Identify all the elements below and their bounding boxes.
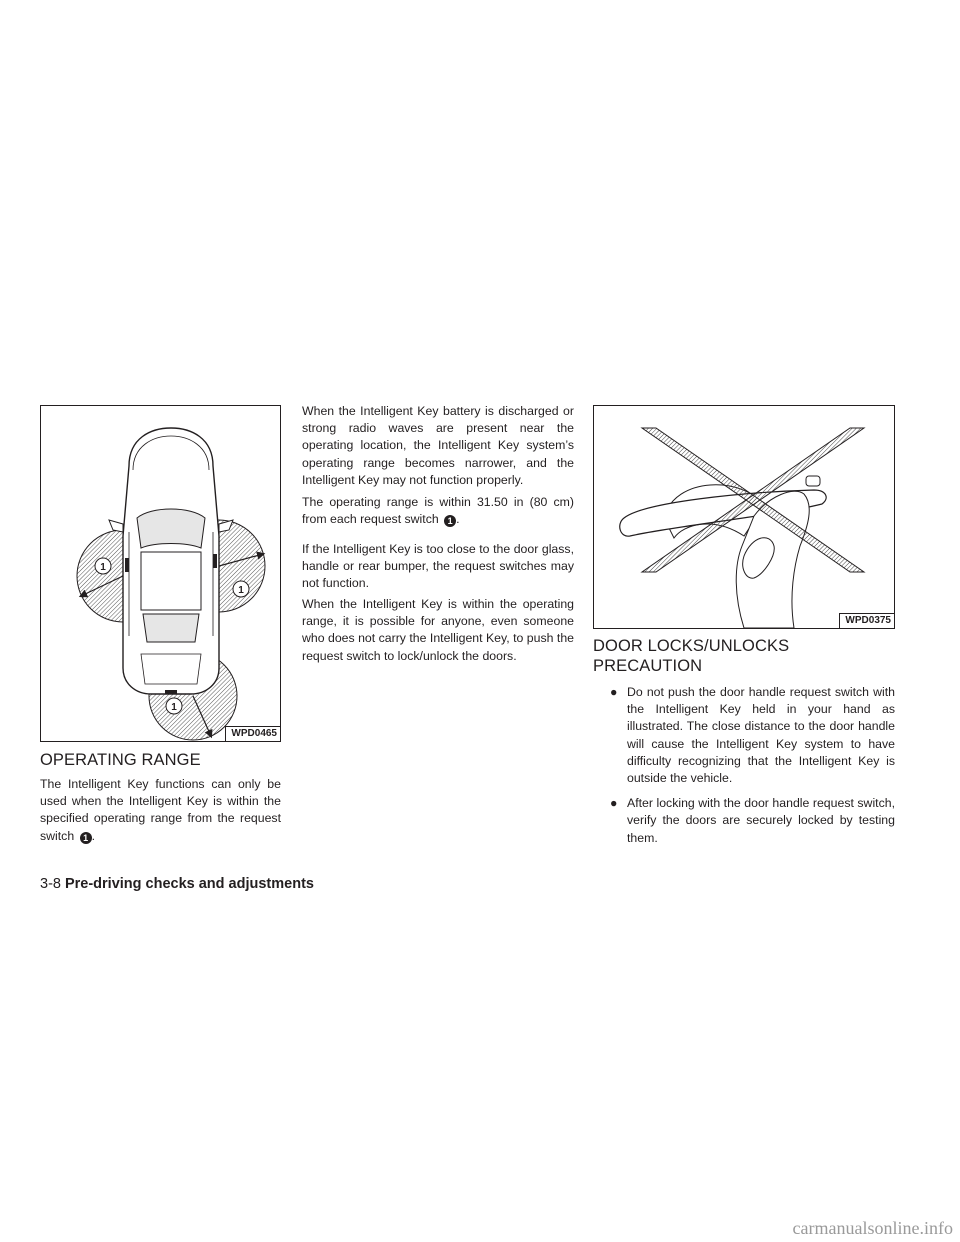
callout-1-inline: 1 xyxy=(444,515,456,527)
svg-text:1: 1 xyxy=(100,562,106,573)
callout-1-inline: 1 xyxy=(80,832,92,844)
figure-code: WPD0375 xyxy=(839,613,894,628)
section-title-door-locks xyxy=(593,636,895,676)
page-number: 3-8 xyxy=(40,876,61,892)
range-text: The operating range is within 31.50 in (80 cm) from each request switch xyxy=(302,495,574,527)
door-handle-diagram xyxy=(594,406,894,628)
bullet-icon: ● xyxy=(610,796,618,811)
figure-operating-range xyxy=(40,405,281,742)
battery-paragraph: When the Intelligent Key battery is discharged or strong radio waves are present near the operating location, the Intelligent Key system’s operating range becomes narrower, and the Intelligent Key may not function properly. xyxy=(302,404,574,487)
precaution-list xyxy=(593,684,895,855)
callout-1-rear xyxy=(166,698,182,714)
section-title-operating-range: OPERATING RANGE xyxy=(40,751,201,769)
footer-section-title: Pre-driving checks and adjustments xyxy=(64,876,314,892)
operating-range-intro xyxy=(40,776,281,845)
svg-text:1: 1 xyxy=(171,702,177,713)
intro-text: The Intelligent Key functions can only be used when the Intelligent Key is within the specified operating range from the request switch xyxy=(40,777,281,843)
page-footer xyxy=(40,876,314,892)
callout-1-left xyxy=(95,558,111,574)
range-end: . xyxy=(456,512,460,527)
title-line-1: DOOR LOCKS/UNLOCKS xyxy=(593,637,790,655)
car-top-view-diagram xyxy=(41,406,280,741)
intro-end: . xyxy=(91,828,96,843)
bullet-text: Do not push the door handle request switch with the Intelligent Key held in your hand as illustrated. The close distance to the door handle will cause the Intelligent Key system to have difficulty recognizing that the Intelligent Key is outside the vehicle. xyxy=(627,685,895,786)
svg-text:1: 1 xyxy=(238,585,244,596)
too-close-paragraph: If the Intelligent Key is too close to the door glass, handle or rear bumper, the request switches may not function. xyxy=(302,542,574,591)
range-paragraph xyxy=(302,494,574,528)
list-item xyxy=(593,684,895,787)
bullet-icon: ● xyxy=(610,685,618,699)
watermark[interactable]: carmanualsonline.info xyxy=(792,1218,953,1238)
list-item xyxy=(593,795,895,847)
anyone-paragraph: When the Intelligent Key is within the operating range, it is possible for anyone, even someone who does not carry the Intelligent Key, to push the request switch to lock/unlock the doors. xyxy=(302,597,574,663)
bullet-text: After locking with the door handle request switch, verify the doors are securely locked by testing them. xyxy=(627,796,895,845)
figure-code: WPD0465 xyxy=(225,726,280,741)
title-line-2: PRECAUTION xyxy=(593,657,703,675)
figure-door-handle-precaution xyxy=(593,405,895,629)
callout-1-right xyxy=(233,581,249,597)
